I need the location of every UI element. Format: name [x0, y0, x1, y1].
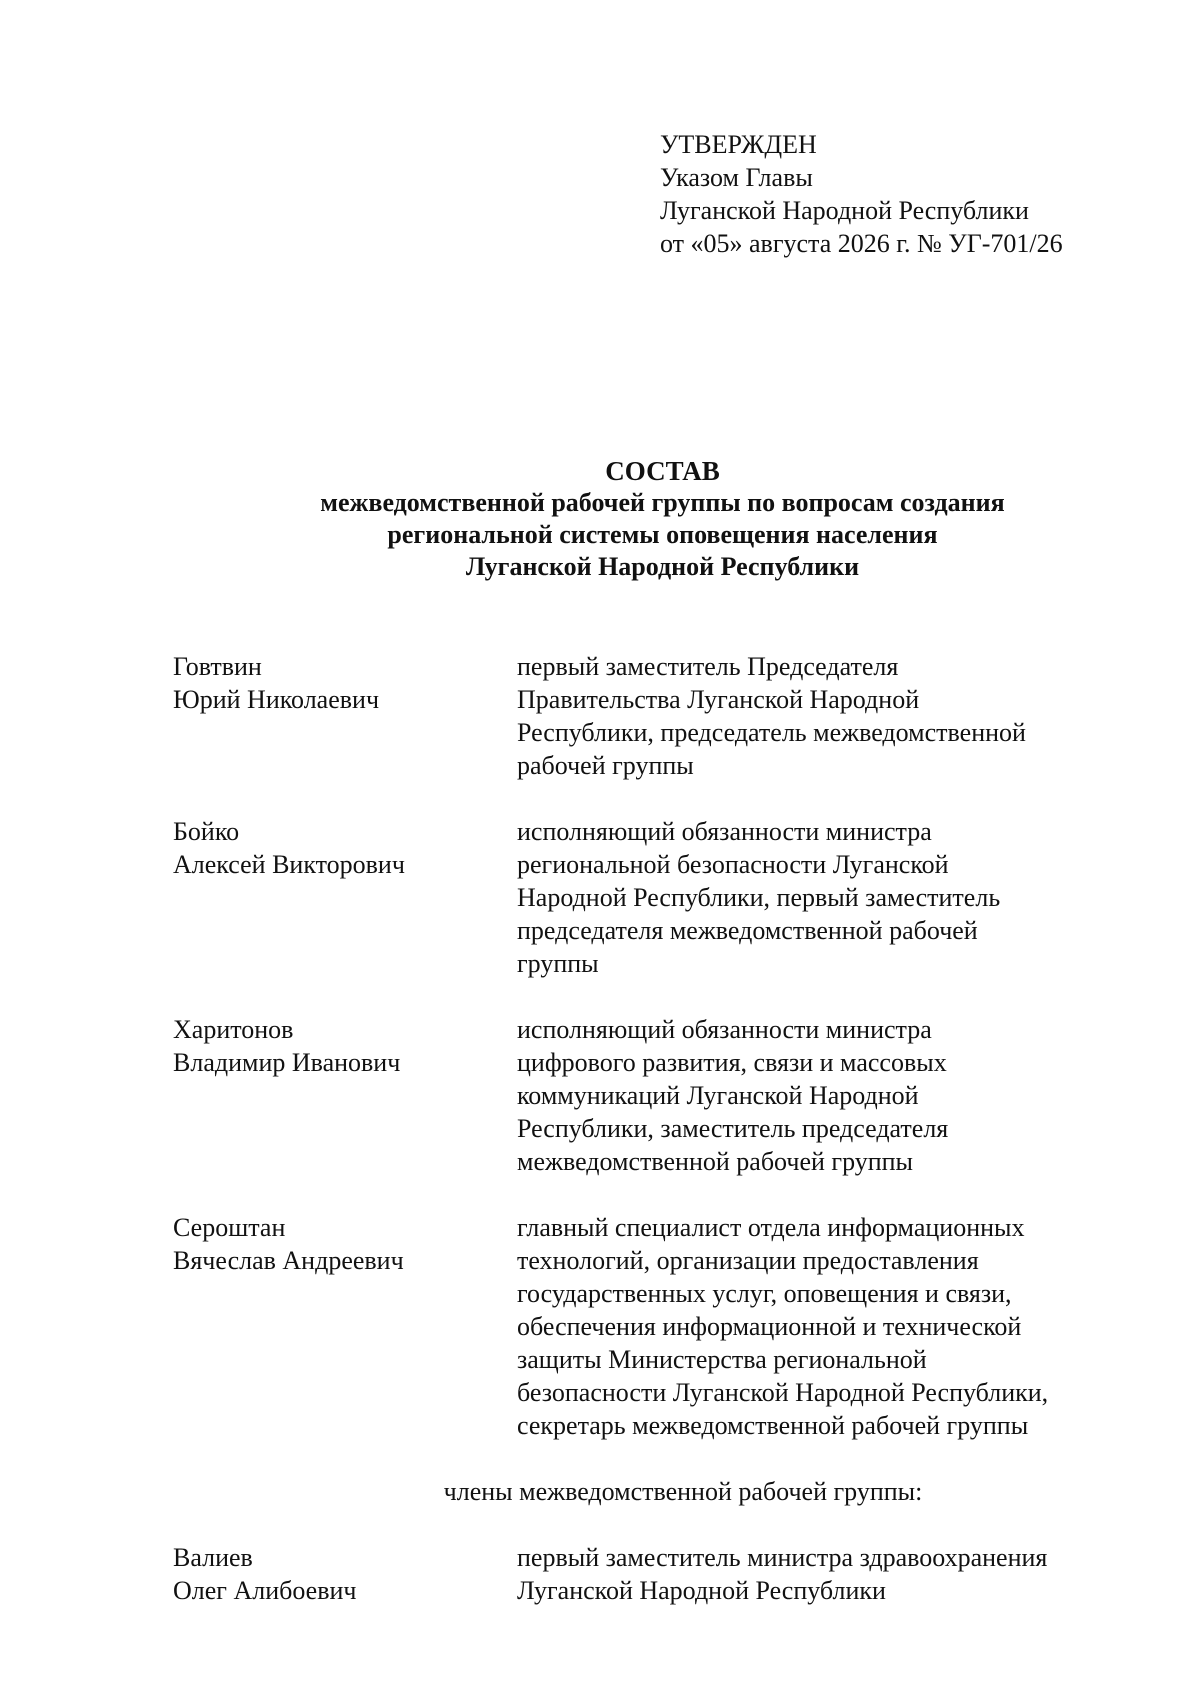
member-name	[173, 1211, 517, 1442]
approval-status: УТВЕРЖДЕН	[660, 130, 817, 159]
member-surname: Сероштан	[173, 1213, 286, 1242]
member-surname: Говтвин	[173, 652, 262, 681]
role-line: защиты Министерства региональной	[517, 1345, 927, 1374]
document-title	[0, 455, 1200, 583]
members-section-heading: члены межведомственной рабочей группы:	[443, 1477, 923, 1506]
member-name	[173, 1541, 517, 1607]
role-line: обеспечения информационной и технической	[517, 1312, 1022, 1341]
member-surname: Харитонов	[173, 1015, 294, 1044]
role-line: Народной Республики, первый заместитель	[517, 883, 1001, 912]
member-given-name: Алексей Викторович	[173, 850, 405, 879]
role-line: Луганской Народной Республики	[517, 1576, 886, 1605]
member-given-name: Владимир Иванович	[173, 1048, 401, 1077]
member-entry	[173, 1541, 1113, 1607]
title-line: межведомственной рабочей группы по вопросам создания	[320, 488, 1005, 517]
role-line: межведомственной рабочей группы	[517, 1147, 914, 1176]
role-line: группы	[517, 949, 599, 978]
approval-stamp	[660, 128, 1063, 260]
composition-list	[173, 650, 1113, 1640]
member-role	[517, 815, 1113, 980]
role-line: региональной безопасности Луганской	[517, 850, 949, 879]
title-line: Луганской Народной Республики	[465, 552, 860, 581]
member-name	[173, 650, 517, 782]
member-entry	[173, 1013, 1113, 1178]
role-line: председателя межведомственной рабочей	[517, 916, 978, 945]
role-line: главный специалист отдела информационных	[517, 1213, 1025, 1242]
role-line: безопасности Луганской Народной Республики,	[517, 1378, 1049, 1407]
role-line: цифрового развития, связи и массовых	[517, 1048, 947, 1077]
role-line: первый заместитель Председателя	[517, 652, 899, 681]
role-line: Республики, заместитель председателя	[517, 1114, 949, 1143]
member-role	[517, 650, 1113, 782]
member-entry	[173, 815, 1113, 980]
role-line: исполняющий обязанности министра	[517, 817, 932, 846]
member-role	[517, 1541, 1113, 1607]
role-line: Республики, председатель межведомственной	[517, 718, 1026, 747]
member-entry	[173, 650, 1113, 782]
member-name	[173, 1013, 517, 1178]
role-line: исполняющий обязанности министра	[517, 1015, 932, 1044]
role-line: государственных услуг, оповещения и связи,	[517, 1279, 1012, 1308]
title-line: региональной системы оповещения населения	[387, 520, 938, 549]
role-line: коммуникаций Луганской Народной	[517, 1081, 919, 1110]
approval-republic: Луганской Народной Республики	[660, 196, 1029, 225]
member-entry	[173, 1211, 1113, 1442]
approval-authority: Указом Главы	[660, 163, 813, 192]
member-name	[173, 815, 517, 980]
role-line: Правительства Луганской Народной	[517, 685, 920, 714]
role-line: рабочей группы	[517, 751, 694, 780]
member-role	[517, 1013, 1113, 1178]
title-main: СОСТАВ	[605, 456, 720, 486]
member-given-name: Олег Алибоевич	[173, 1576, 357, 1605]
approval-decree-ref: от «05» августа 2026 г. № УГ-701/26	[660, 229, 1063, 258]
role-line: секретарь межведомственной рабочей группы	[517, 1411, 1029, 1440]
member-surname: Бойко	[173, 817, 240, 846]
member-role	[517, 1211, 1113, 1442]
member-surname: Валиев	[173, 1543, 253, 1572]
role-line: первый заместитель министра здравоохранения	[517, 1543, 1048, 1572]
role-line: технологий, организации предоставления	[517, 1246, 979, 1275]
member-given-name: Вячеслав Андреевич	[173, 1246, 404, 1275]
member-given-name: Юрий Николаевич	[173, 685, 380, 714]
